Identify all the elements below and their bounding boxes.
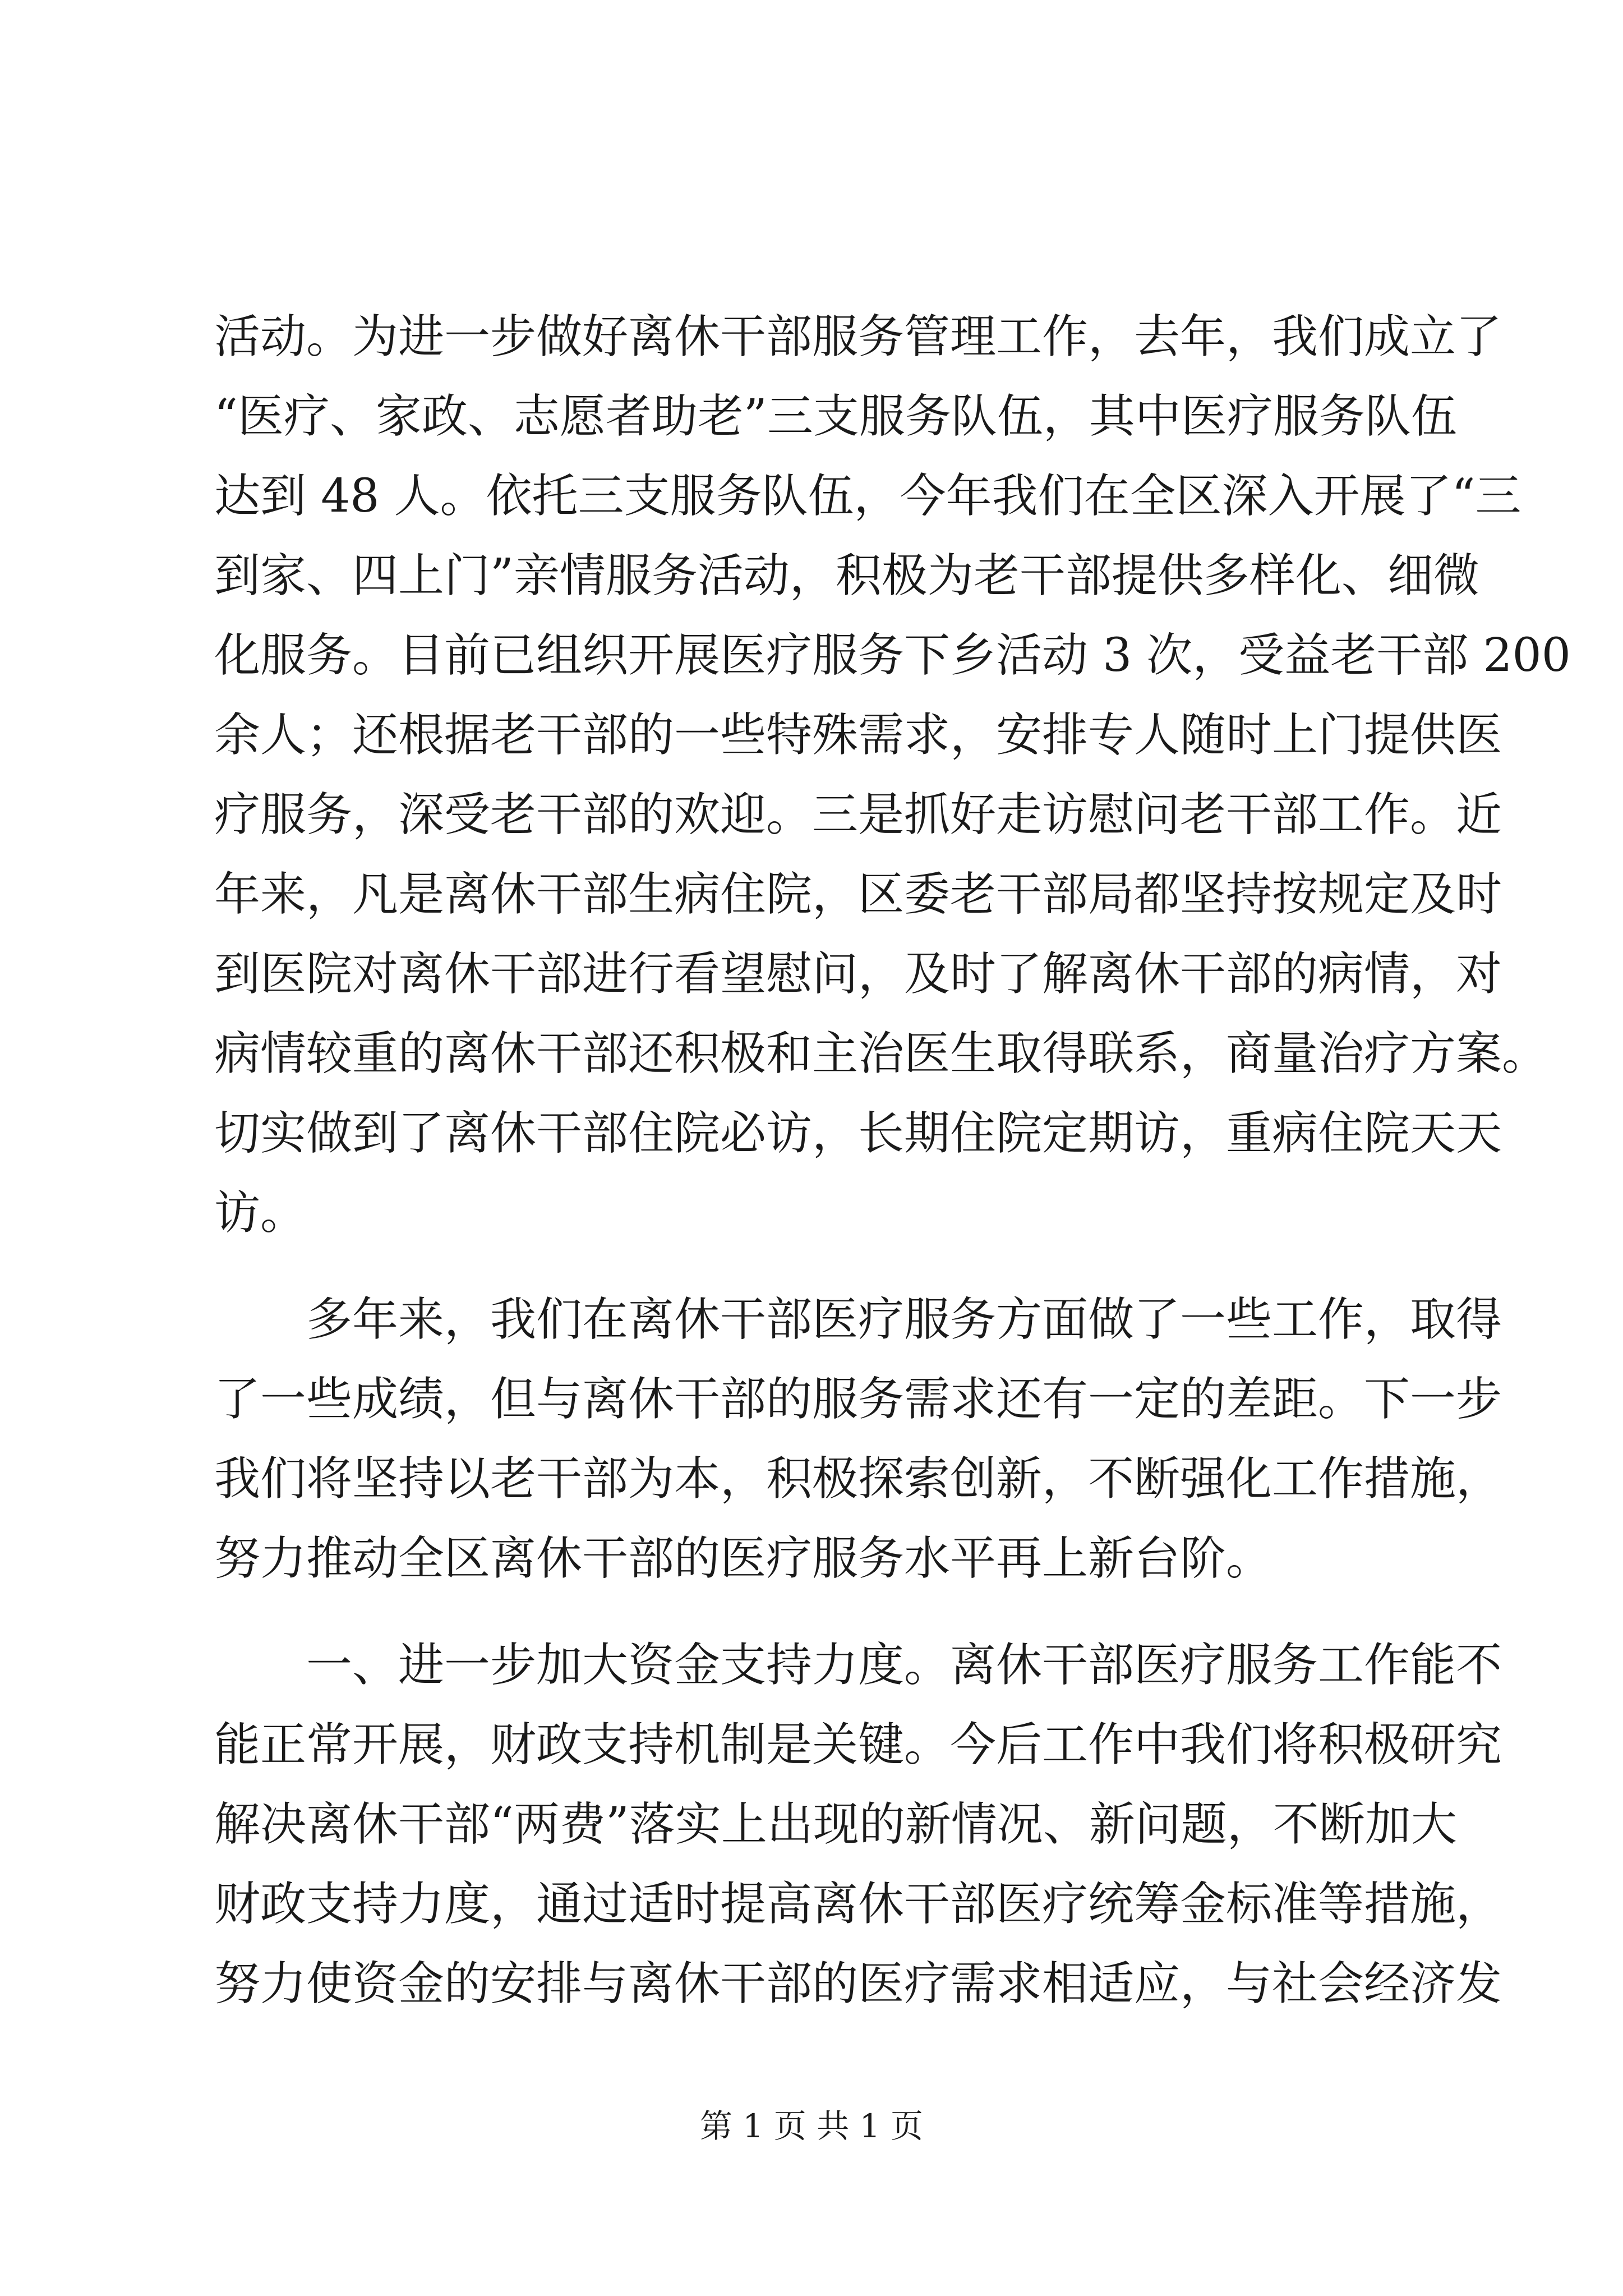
page-indicator: 第 1 页 共 1 页 xyxy=(700,2107,923,2145)
text-line: 病情较重的离休干部还积极和主治医生取得联系，商量治疗方案。 xyxy=(214,1027,1548,1080)
text-line: 到家、四上门”亲情服务活动，积极为老干部提供多样化、细微 xyxy=(214,549,1479,602)
text-line: 了一些成绩，但与离休干部的服务需求还有一定的差距。下一步 xyxy=(214,1373,1502,1426)
text-line: 年来，凡是离休干部生病住院，区委老干部局都坚持按规定及时 xyxy=(214,868,1502,921)
paragraph-1 xyxy=(214,297,1571,1253)
text-line: 访。 xyxy=(214,1186,307,1240)
paragraph-2 xyxy=(214,1280,1502,1599)
text-line: 解决离休干部“两费”落实上出现的新情况、新问题，不断加大 xyxy=(214,1798,1457,1851)
text-line: 余人；还根据老干部的一些特殊需求，安排专人随时上门提供医 xyxy=(214,708,1502,762)
text-line: 达到 48 人。依托三支服务队伍，今年我们在全区深入开展了“三 xyxy=(214,470,1521,523)
paragraph-spacer xyxy=(214,1253,1414,1280)
text-line: 切实做到了离休干部住院必访，长期住院定期访，重病住院天天 xyxy=(214,1107,1502,1160)
text-line: 多年来，我们在离休干部医疗服务方面做了一些工作，取得 xyxy=(214,1293,1502,1346)
text-line: 努力使资金的安排与离休干部的医疗需求相适应，与社会经济发 xyxy=(214,1957,1502,2010)
paragraph-3 xyxy=(214,1626,1502,2024)
text-line: 努力推动全区离休干部的医疗服务水平再上新台阶。 xyxy=(214,1532,1272,1585)
page-footer xyxy=(0,2104,1623,2148)
text-line: 疗服务，深受老干部的欢迎。三是抓好走访慰问老干部工作。近 xyxy=(214,788,1502,841)
text-line: 一、进一步加大资金支持力度。离休干部医疗服务工作能不 xyxy=(214,1639,1502,1692)
text-line: 能正常开展，财政支持机制是关键。今后工作中我们将积极研究 xyxy=(214,1718,1502,1772)
text-line: “医疗、家政、志愿者助老”三支服务队伍，其中医疗服务队伍 xyxy=(214,390,1457,443)
text-line: 我们将坚持以老干部为本，积极探索创新，不断强化工作措施， xyxy=(214,1452,1502,1506)
text-line: 到医院对离休干部进行看望慰问，及时了解离休干部的病情，对 xyxy=(214,947,1502,1001)
body-text xyxy=(214,297,1571,2024)
text-line: 化服务。目前已组织开展医疗服务下乡活动 3 次，受益老干部 200 xyxy=(214,629,1571,682)
paragraph-spacer xyxy=(214,1599,1414,1626)
text-line: 活动。为进一步做好离休干部服务管理工作，去年，我们成立了 xyxy=(214,310,1502,364)
text-line: 财政支持力度，通过适时提高离休干部医疗统筹金标准等措施， xyxy=(214,1878,1502,1931)
